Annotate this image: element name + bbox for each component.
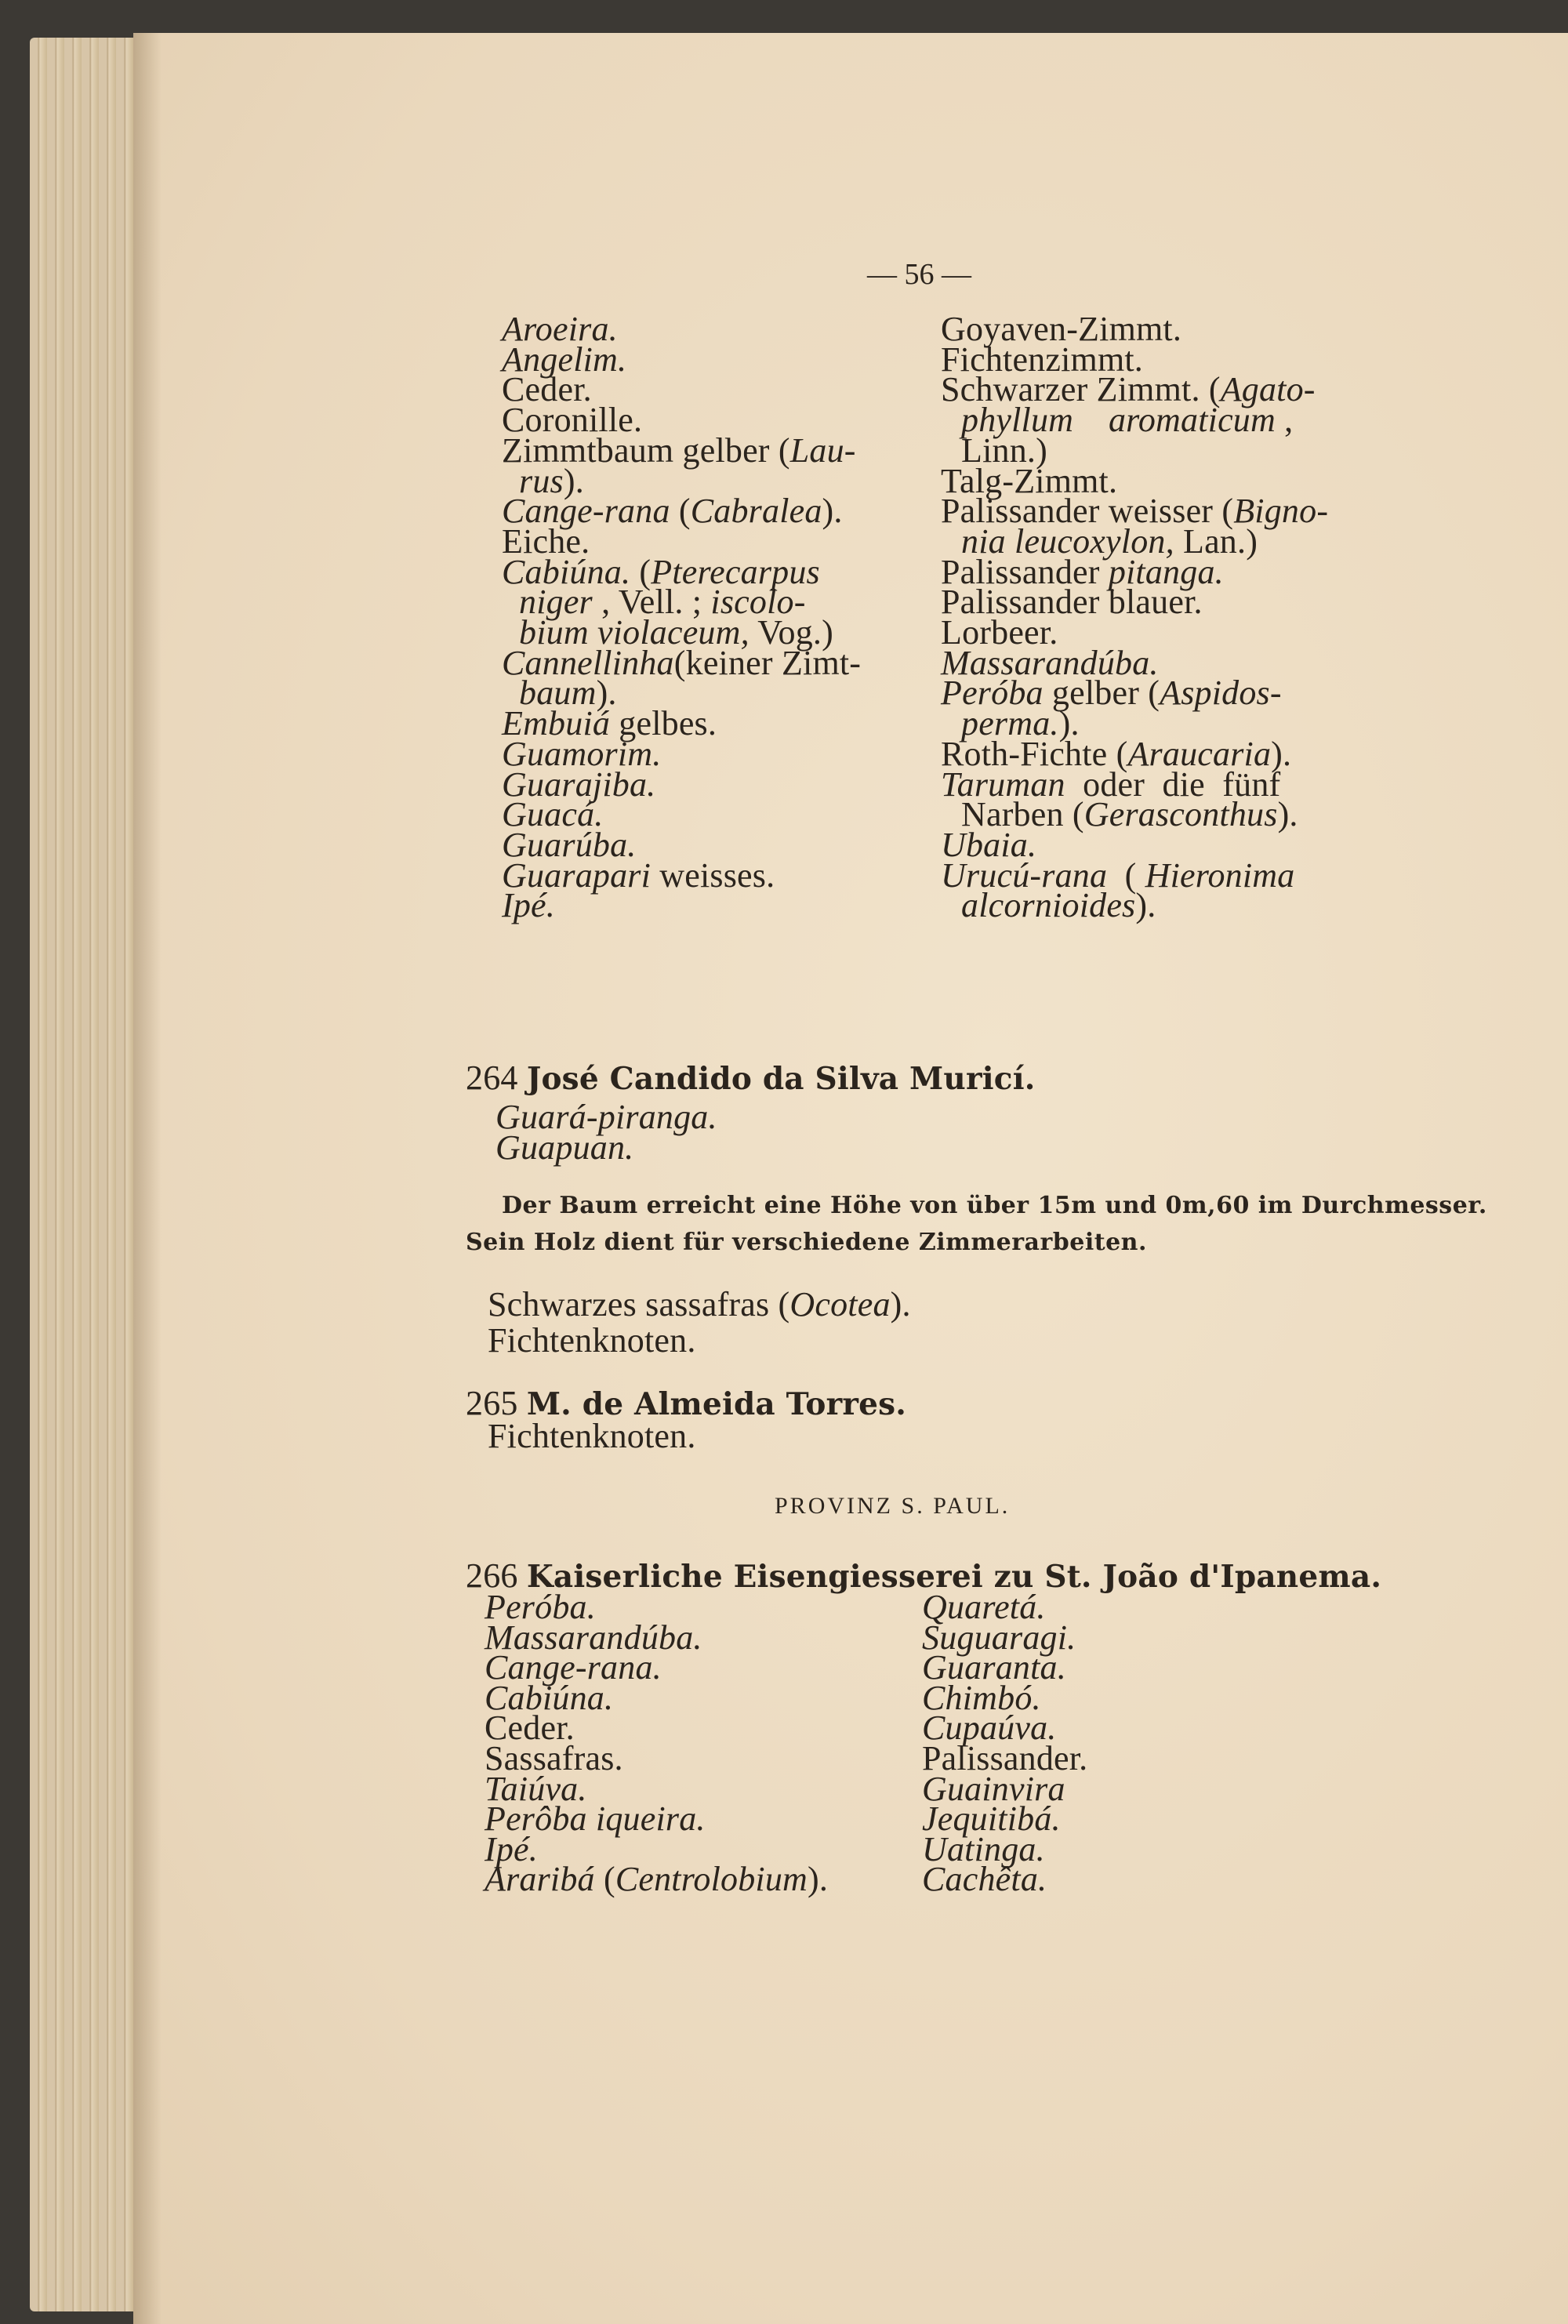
roman-text: Ceder. xyxy=(485,1709,575,1748)
page-number: — 56 — xyxy=(867,258,971,291)
roman-text: ). xyxy=(1135,886,1156,925)
italic-text: Jequitibá. xyxy=(922,1799,1061,1839)
italic-text: Hieronima xyxy=(1145,855,1295,895)
italic-text: nia leucoxylon, xyxy=(961,521,1174,561)
roman-text: ). xyxy=(563,461,584,500)
italic-text: Guaranta. xyxy=(922,1648,1066,1687)
italic-text: Aroeira. xyxy=(502,310,618,348)
italic-text: Cupaúva. xyxy=(922,1709,1057,1748)
book-page xyxy=(133,33,1568,2324)
roman-text: Palissander. xyxy=(922,1739,1088,1777)
roman-text: ( xyxy=(670,492,691,531)
italic-text: baum xyxy=(519,674,597,713)
italic-text: Peróba. xyxy=(485,1588,596,1626)
entry-264-number: 264 xyxy=(466,1059,518,1097)
italic-text: Aspidos- xyxy=(1160,674,1282,713)
roman-text: Zimmtbaum gelber ( xyxy=(502,430,790,470)
entry-266-number: 266 xyxy=(466,1556,518,1595)
roman-text: Sassafras. xyxy=(485,1739,623,1777)
italic-text: Peróba xyxy=(941,674,1044,713)
roman-text: Vog.) xyxy=(749,613,833,652)
roman-text: Palissander blauer. xyxy=(941,583,1203,622)
list-line xyxy=(502,888,555,923)
roman-text: Narben ( xyxy=(961,795,1084,834)
italic-text: pitanga. xyxy=(1108,552,1224,591)
italic-text: Embuiá xyxy=(502,704,611,743)
italic-text: Guamorim. xyxy=(502,734,662,773)
italic-text: Agato- xyxy=(1220,370,1316,409)
italic-text: alcornioides xyxy=(961,886,1136,925)
entry-266-name: Kaiserliche Eisengiesserei zu St. João d'Ipanema. xyxy=(526,1559,1382,1595)
roman-text: ). xyxy=(596,674,617,713)
list-line xyxy=(485,1862,828,1897)
roman-text: oder die fünf xyxy=(1065,764,1281,804)
italic-text: Quaretá. xyxy=(922,1588,1046,1626)
roman-text: ). xyxy=(1271,734,1292,773)
roman-text: , xyxy=(1275,401,1294,440)
entry-265-line: Fichtenknoten. xyxy=(488,1417,696,1455)
roman-text: Lan.) xyxy=(1174,521,1258,561)
italic-text: iscolo- xyxy=(710,583,806,622)
italic-text: Uatinga. xyxy=(922,1829,1045,1868)
italic-text: Taiúva. xyxy=(485,1769,587,1808)
entry-264-line-sassafras xyxy=(488,1287,911,1322)
roman-text: Goyaven-Zimmt. xyxy=(941,310,1182,348)
italic-text: Cabralea xyxy=(690,492,822,531)
italic-text: Guarajiba. xyxy=(502,764,656,804)
list-line xyxy=(922,1862,1047,1897)
page-gutter-shadow xyxy=(133,33,162,2324)
entry-264-item: Guapuan. xyxy=(495,1128,634,1167)
italic-text: Cannellinha xyxy=(502,643,674,682)
italic-text: Lau- xyxy=(789,430,856,470)
italic-text: Perôba iqueira. xyxy=(485,1799,706,1839)
italic-text: Ipé. xyxy=(485,1829,538,1868)
roman-text: ). xyxy=(1058,704,1080,743)
italic-text: rus xyxy=(519,461,564,500)
italic-text: Araucaria xyxy=(1127,734,1272,773)
italic-text: Araribá xyxy=(485,1860,595,1899)
entry-265-number: 265 xyxy=(466,1384,518,1422)
roman-text: Lorbeer. xyxy=(941,613,1058,652)
entry-264-item: Guará-piranga. xyxy=(495,1098,717,1136)
italic-text: Guacá. xyxy=(502,795,604,834)
book-page-edges xyxy=(30,38,147,2311)
roman-text: ( xyxy=(630,552,652,591)
entry-265-heading xyxy=(466,1386,906,1421)
italic-text: Chimbó. xyxy=(922,1678,1041,1717)
entry-264-name: José Candido da Silva Muricí. xyxy=(526,1061,1036,1097)
roman-text: Linn.) xyxy=(961,430,1047,470)
roman-text: ( xyxy=(594,1860,615,1899)
roman-text: Eiche. xyxy=(502,521,590,561)
italic-text: Guarapari xyxy=(502,855,652,895)
italic-text: Massarandúba. xyxy=(941,643,1159,682)
italic-text: Cange-rana xyxy=(502,492,670,531)
italic-text: phyllum aromaticum xyxy=(961,401,1276,440)
roman-text: Roth-Fichte ( xyxy=(941,734,1128,773)
entry-264-line-fichtenknoten: Fichtenknoten. xyxy=(488,1321,696,1360)
entry-264-note-line-1: Der Baum erreicht eine Höhe von über 15m und 0m,60 im Durchmesser. xyxy=(502,1192,1487,1219)
roman-text: Palissander xyxy=(941,552,1109,591)
italic-text: Pterecarpus xyxy=(651,552,820,591)
roman-text: gelbes. xyxy=(610,704,717,743)
roman-text: ). xyxy=(808,1860,829,1899)
roman-text: Schwarzer Zimmt. ( xyxy=(941,370,1221,409)
italic-text: Cabiúna. xyxy=(485,1678,614,1717)
italic-text: Taruman xyxy=(941,764,1065,804)
roman-text: weisses. xyxy=(651,855,775,895)
italic-text: Gerasconthus xyxy=(1083,795,1278,834)
roman-text: gelber ( xyxy=(1043,674,1160,713)
list-line xyxy=(961,888,1156,923)
roman-text: Palissander weisser ( xyxy=(941,492,1234,531)
italic-text: Guarúba. xyxy=(502,825,637,864)
roman-text: (keiner Zimt- xyxy=(673,643,862,682)
roman-text: Talg-Zimmt. xyxy=(941,461,1118,500)
italic-text: Centrolobium xyxy=(615,1860,808,1899)
italic-text: Bigno- xyxy=(1233,492,1329,531)
italic-text: Guainvira xyxy=(922,1769,1065,1808)
italic-text: Cange-rana. xyxy=(485,1648,662,1687)
italic-text: perma. xyxy=(961,704,1059,743)
sassafras-close: ). xyxy=(890,1285,911,1324)
roman-text: Ceder. xyxy=(502,370,592,409)
italic-text: bium violaceum, xyxy=(519,613,750,652)
italic-text: Ubaia. xyxy=(941,825,1037,864)
section-heading: PROVINZ S. PAUL. xyxy=(775,1493,1011,1519)
italic-text: Massarandúba. xyxy=(485,1618,702,1657)
italic-text: niger xyxy=(519,583,593,622)
italic-text: Cabiúna. xyxy=(502,552,631,591)
entry-264-note-line-2: Sein Holz dient für verschiedene Zimmerarbeiten. xyxy=(466,1229,1147,1256)
italic-text: Ipé. xyxy=(502,886,555,925)
entry-264-heading xyxy=(466,1061,1035,1095)
italic-text: Urucú-rana xyxy=(941,855,1108,895)
roman-text: ( xyxy=(1107,855,1145,895)
roman-text: , Vell. ; xyxy=(592,583,711,622)
roman-text: ). xyxy=(822,492,843,531)
italic-text: Cachêta. xyxy=(922,1860,1047,1899)
roman-text: Coronille. xyxy=(502,401,643,440)
sassafras-text: Schwarzes sassafras ( xyxy=(488,1285,790,1324)
roman-text: ). xyxy=(1277,795,1298,834)
roman-text: Fichtenzimmt. xyxy=(941,340,1144,379)
entry-265-name: M. de Almeida Torres. xyxy=(526,1386,907,1422)
italic-text: Suguaragi. xyxy=(922,1618,1076,1657)
italic-text: Angelim. xyxy=(502,340,627,379)
ocotea-text: Ocotea xyxy=(789,1285,891,1324)
